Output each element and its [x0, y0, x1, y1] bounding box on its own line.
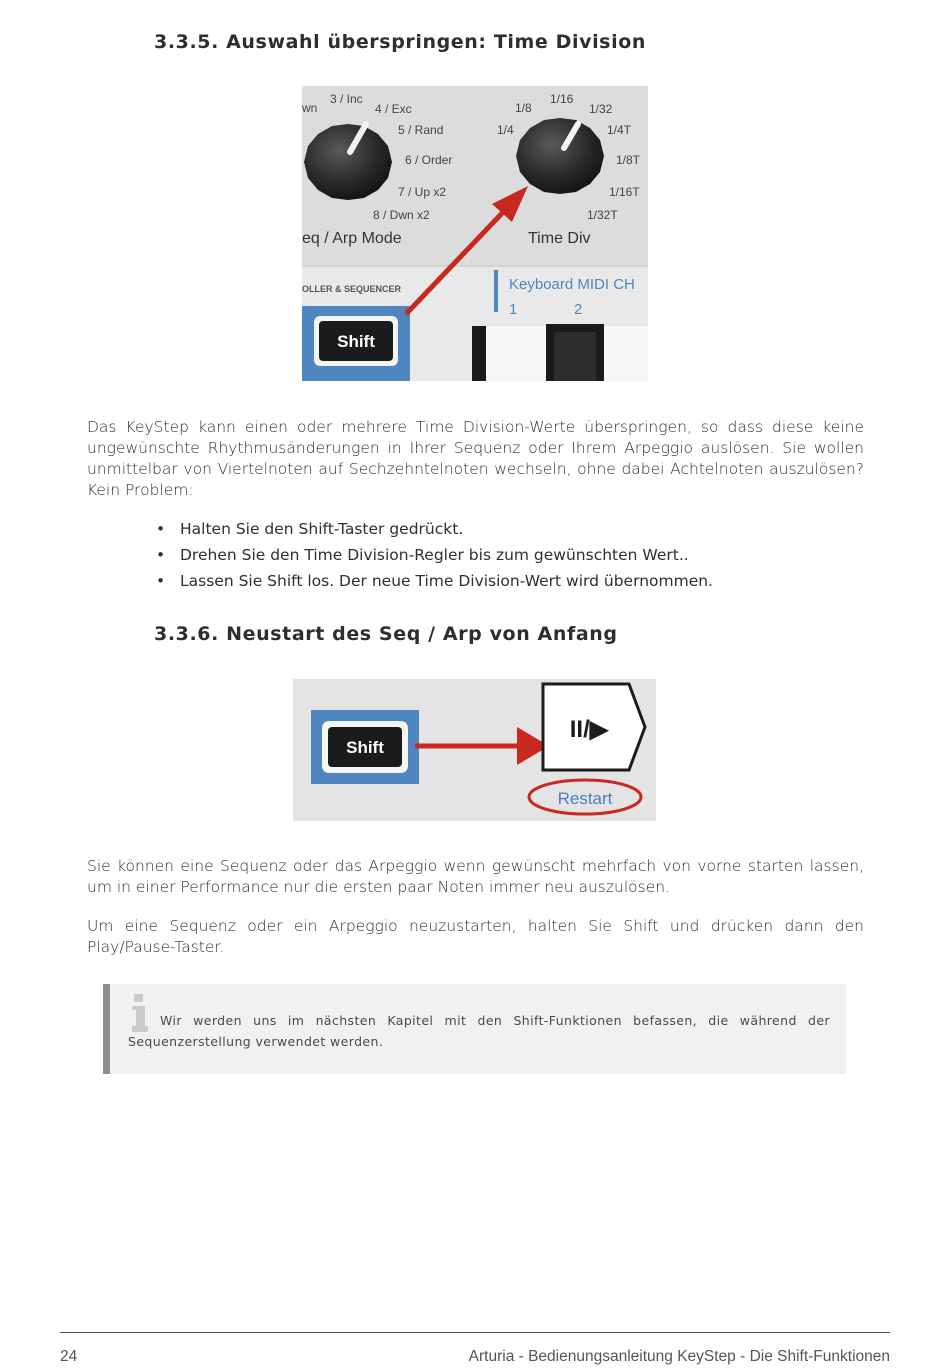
mode-label: 8 / Dwn x2 — [373, 208, 430, 222]
play-pause-button-illustration — [543, 684, 645, 770]
section-heading-restart: 3.3.6. Neustart des Seq / Arp von Anfang — [154, 623, 618, 645]
time-division-figure — [302, 86, 648, 381]
restart-figure — [293, 679, 656, 821]
arp-mode-knob-label: eq / Arp Mode — [302, 230, 402, 247]
restart-illustration — [293, 679, 656, 821]
midi-channel-number: 2 — [574, 301, 583, 318]
restart-paragraph-2: Um eine Sequenz oder ein Arpeggio neuzustarten, halten Sie Shift und drücken dann den Play/Pause-Taster. — [87, 917, 864, 956]
mode-label: 7 / Up x2 — [398, 185, 447, 199]
mode-label: 4 / Exc — [375, 102, 412, 116]
list-item: • Halten Sie den Shift-Taster gedrückt. — [154, 516, 713, 542]
mode-label: 3 / Inc — [330, 92, 363, 106]
info-note-text: Wir werden uns im nächsten Kapitel mit den Shift-Funktionen befassen, die während der Sequenzerstellung verwendet werden. — [128, 1013, 830, 1049]
section-label: OLLER & SEQUENCER — [302, 284, 402, 294]
midi-channel-label: Keyboard MIDI CH — [509, 276, 635, 293]
shift-label: Shift — [337, 332, 375, 351]
section-heading-time-division: 3.3.5. Auswahl überspringen: Time Division — [154, 31, 646, 53]
division-label: 1/4 — [497, 123, 514, 137]
midi-channel-number: 1 — [509, 301, 518, 318]
list-item: • Lassen Sie Shift los. Der neue Time Division-Wert wird übernommen. — [154, 568, 713, 594]
bullet-icon: • — [156, 546, 166, 564]
mode-label: 5 / Rand — [398, 123, 444, 137]
footer-title: Arturia - Bedienungsanleitung KeyStep - Die Shift-Funktionen — [468, 1348, 890, 1365]
info-note-box — [103, 984, 846, 1074]
play-pause-label: II/▶ — [569, 716, 609, 743]
mode-label-partial: wn — [302, 101, 318, 115]
steps-list — [154, 516, 713, 594]
division-label: 1/32 — [589, 102, 613, 116]
time-division-knob — [516, 118, 604, 194]
mode-label: 6 / Order — [405, 153, 453, 167]
restart-paragraph-1: Sie können eine Sequenz oder das Arpeggio wenn gewünscht mehrfach von vorne starten lassen, um in einer Performance nur die ersten paar Noten immer neu auszulösen. — [87, 857, 864, 896]
page-number: 24 — [60, 1348, 78, 1365]
list-item: • Drehen Sie den Time Division-Regler bis zum gewünschten Wert.. — [154, 542, 713, 568]
division-label: 1/32T — [587, 208, 618, 222]
time-division-paragraph: Das KeyStep kann einen oder mehrere Time Division-Werte überspringen, so dass diese keine ungewünschte Rhythmusänderungen in Ihrer Sequenz oder Ihrem Arpeggio auslösen. Sie wollen unmittelbar von Viertelnoten auf Sechzehntelnoten wechseln, ohne dabei Achtelnoten auszulösen? Kein Problem: — [87, 418, 864, 499]
shift-button-illustration — [302, 306, 410, 381]
division-label: 1/16T — [609, 185, 640, 199]
division-label: 1/16 — [550, 92, 574, 106]
footer-divider — [60, 1332, 890, 1333]
division-label: 1/8 — [515, 101, 532, 115]
bullet-icon: • — [156, 572, 166, 590]
restart-label: Restart — [557, 789, 613, 808]
shift-label: Shift — [346, 738, 384, 757]
bullet-icon: • — [156, 520, 166, 538]
arp-mode-knob — [304, 124, 392, 200]
division-label: 1/8T — [616, 153, 641, 167]
time-division-knob-label: Time Div — [528, 230, 591, 247]
shift-button-illustration — [311, 710, 419, 784]
keystep-panel-illustration — [302, 86, 648, 381]
division-label: 1/4T — [607, 123, 632, 137]
